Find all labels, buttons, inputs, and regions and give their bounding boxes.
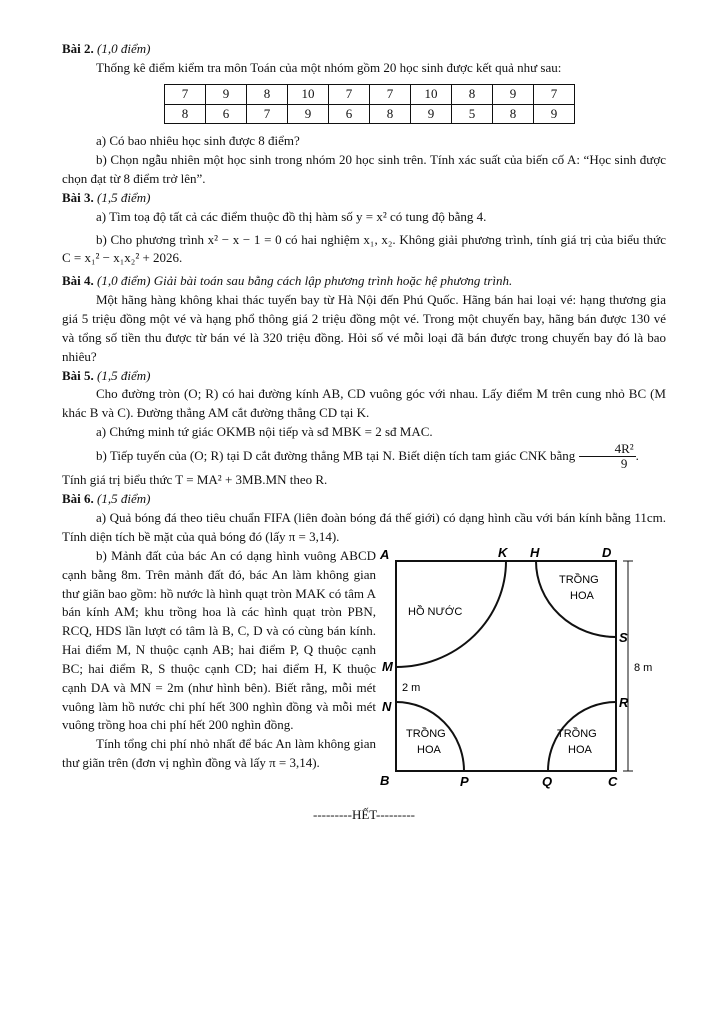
pond-label: HỒ NƯỚC bbox=[408, 605, 463, 618]
bai6-a: a) Quả bóng đá theo tiêu chuẩn FIFA (liên đoàn bóng đá thế giới) có dạng hình cầu với bán kính bằng 11cm. Tính diện tích bề mặt của quả bóng đó (lấy π = 3,14). bbox=[62, 510, 666, 544]
flower-label-c-2: HOA bbox=[568, 743, 592, 756]
bai3-heading bbox=[62, 189, 666, 208]
score-cell: 8 bbox=[370, 104, 411, 124]
bai5-b: b) Tiếp tuyến của (O; R) tại D cắt đường thẳng MB tại N. Biết diện tích tam giác CNK bằng $\frac{\text{4R²}}{9}$ . bbox=[96, 440, 639, 472]
bai2-title: Bài 2. bbox=[62, 41, 94, 56]
flower-label-c-1: TRỒNG bbox=[557, 727, 597, 740]
score-cell: 10 bbox=[288, 84, 329, 104]
side-length-label: 8 m bbox=[634, 661, 653, 674]
bai6-b-block bbox=[62, 547, 666, 798]
fraction-numerator: 4R² bbox=[579, 442, 636, 457]
point-n-label: N bbox=[382, 698, 392, 714]
score-cell: 8 bbox=[452, 84, 493, 104]
score-cell: 10 bbox=[411, 84, 452, 104]
bai3-a: a) Tìm toạ độ tất cả các điểm thuộc đồ thị hàm số y = x² có tung độ bằng 4. bbox=[96, 208, 487, 224]
bai4-title: Bài 4. bbox=[62, 273, 94, 289]
bai4-points: (1,0 điểm) bbox=[97, 273, 151, 289]
point-s-label: S bbox=[619, 629, 628, 645]
point-d-label: D bbox=[602, 546, 612, 560]
score-cell: 8 bbox=[493, 104, 534, 124]
score-cell: 8 bbox=[165, 104, 206, 124]
score-cell: 8 bbox=[247, 84, 288, 104]
point-p-label: P bbox=[460, 773, 469, 789]
bai6-b: b) Mảnh đất của bác An có dạng hình vuông ABCD cạnh bằng 8m. Trên mảnh đất đó, bác An làm không gian thư giãn bao gồm: hồ nước là hình quạt tròn MAK có tâm A bán kính AM; khu trồng hoa là các hình quạt tròn PBN, RCQ, HDS lần lượt có tâm là B, C, D và có cùng bán kính. Hai điểm M, N thuộc cạnh AB; hai điểm P, Q thuộc cạnh BC; hai điểm R, S thuộc cạnh CD; hai điểm H, K thuộc cạnh DA và MN = 2m (như hình bên). Biết rằng, mỗi mét vuông làm hồ nước chi phí hết 300 nghìn đồng và mỗi mét vuông trồng hoa chi phí hết 200 nghìn đồng. bbox=[62, 547, 376, 733]
score-cell: 9 bbox=[411, 104, 452, 124]
bai5-a: a) Chứng minh tứ giác OKMB nội tiếp và sđ MBK = 2 sđ MAC. bbox=[96, 424, 433, 440]
bai2-heading bbox=[62, 40, 666, 59]
flower-label-b-2: HOA bbox=[417, 743, 441, 756]
score-table bbox=[164, 84, 575, 125]
bai2-points: (1,0 điểm) bbox=[97, 41, 151, 56]
bai5-b-text: b) Tiếp tuyến của (O; R) tại D cắt đường thẳng MB tại N. Biết diện tích tam giác CNK bằng bbox=[96, 447, 576, 463]
table-row bbox=[165, 104, 575, 124]
score-cell: 5 bbox=[452, 104, 493, 124]
fraction-denominator: 9 bbox=[620, 456, 628, 472]
point-b-label: B bbox=[380, 772, 390, 788]
bai5-intro: Cho đường tròn (O; R) có hai đường kính AB, CD vuông góc với nhau. Lấy điểm M trên cung nhỏ BC (M khác B và C). Đường thẳng AM cắt đường thẳng CD tại K. bbox=[62, 386, 666, 421]
bai5-b-post: Tính giá trị biểu thức T = MA² + 3MB.MN theo R. bbox=[62, 472, 328, 488]
bai2-b: b) Chọn ngẫu nhiên một học sinh trong nhóm 20 học sinh trên. Tính xác suất của biến cố A: “Học sinh được chọn đạt từ 8 điểm trở lên”. bbox=[62, 152, 666, 187]
bai3-title: Bài 3. bbox=[62, 189, 94, 205]
score-cell: 7 bbox=[165, 84, 206, 104]
score-cell: 6 bbox=[206, 104, 247, 124]
point-c-label: C bbox=[608, 773, 618, 789]
garden-figure bbox=[376, 547, 666, 798]
point-m-label: M bbox=[382, 658, 393, 674]
score-cell: 9 bbox=[493, 84, 534, 104]
bai2-a: a) Có bao nhiêu học sinh được 8 điểm? bbox=[96, 133, 300, 149]
score-cell: 9 bbox=[288, 104, 329, 124]
bai6-heading bbox=[62, 490, 666, 509]
score-cell: 9 bbox=[534, 104, 575, 124]
bai3-b: b) Cho phương trình x² − x − 1 = 0 có hai nghiệm x₁, x₂. Không giải phương trình, tính giá trị của biểu thức C = x₁² − x₁x₂² + 2026. bbox=[62, 231, 666, 266]
score-cell: 7 bbox=[247, 104, 288, 124]
point-a-label: A bbox=[380, 546, 390, 562]
bai6-b-text-column bbox=[62, 547, 376, 798]
bai5-heading bbox=[62, 367, 666, 386]
point-k-label: K bbox=[498, 546, 508, 560]
point-r-label: R bbox=[619, 694, 629, 710]
bai3-points: (1,5 điểm) bbox=[97, 189, 151, 205]
flower-label-d-2: HOA bbox=[570, 589, 594, 602]
bai6-points: (1,5 điểm) bbox=[97, 491, 151, 507]
bai5-points: (1,5 điểm) bbox=[97, 367, 151, 383]
flower-label-b-1: TRỒNG bbox=[406, 727, 446, 740]
bai2-intro: Thống kê điểm kiểm tra môn Toán của một nhóm gồm 20 học sinh được kết quả như sau: bbox=[96, 59, 562, 75]
area-fraction bbox=[579, 442, 636, 472]
bai4-heading bbox=[62, 272, 666, 291]
garden-diagram bbox=[376, 547, 666, 792]
score-cell: 6 bbox=[329, 104, 370, 124]
mn-length-label: 2 m bbox=[402, 681, 421, 694]
bai4-subtitle: Giải bài toán sau bằng cách lập phương trình hoặc hệ phương trình. bbox=[153, 273, 513, 289]
point-h-label: H bbox=[530, 546, 540, 560]
flower-label-d-1: TRỒNG bbox=[559, 573, 599, 586]
bai6-b2: Tính tổng chi phí nhỏ nhất để bác An làm không gian thư giãn trên (đơn vị nghìn đồng và lấy π = 3,14). bbox=[62, 736, 376, 771]
bai6-title: Bài 6. bbox=[62, 491, 94, 507]
score-cell: 9 bbox=[206, 84, 247, 104]
exam-content bbox=[62, 40, 666, 838]
end-marker: ---------HẾT--------- bbox=[312, 806, 415, 822]
table-row bbox=[165, 84, 575, 104]
score-cell: 7 bbox=[370, 84, 411, 104]
score-cell: 7 bbox=[329, 84, 370, 104]
point-q-label: Q bbox=[542, 773, 553, 789]
bai5-title: Bài 5. bbox=[62, 367, 94, 383]
bai4-text: Một hãng hàng không khai thác tuyến bay từ Hà Nội đến Phú Quốc. Hãng bán hai loại vé: hạng thương gia giá 5 triệu đồng một vé và hạng phổ thông giá 2 triệu đồng một vé. Trong một chuyến bay, hãng bán được 130 vé và tổng số tiền thu được từ bán vé là 320 triệu đồng. Hỏi số vé mỗi loại đã bán được trong chuyến bay đó là bao nhiêu? bbox=[62, 292, 666, 364]
score-cell: 7 bbox=[534, 84, 575, 104]
